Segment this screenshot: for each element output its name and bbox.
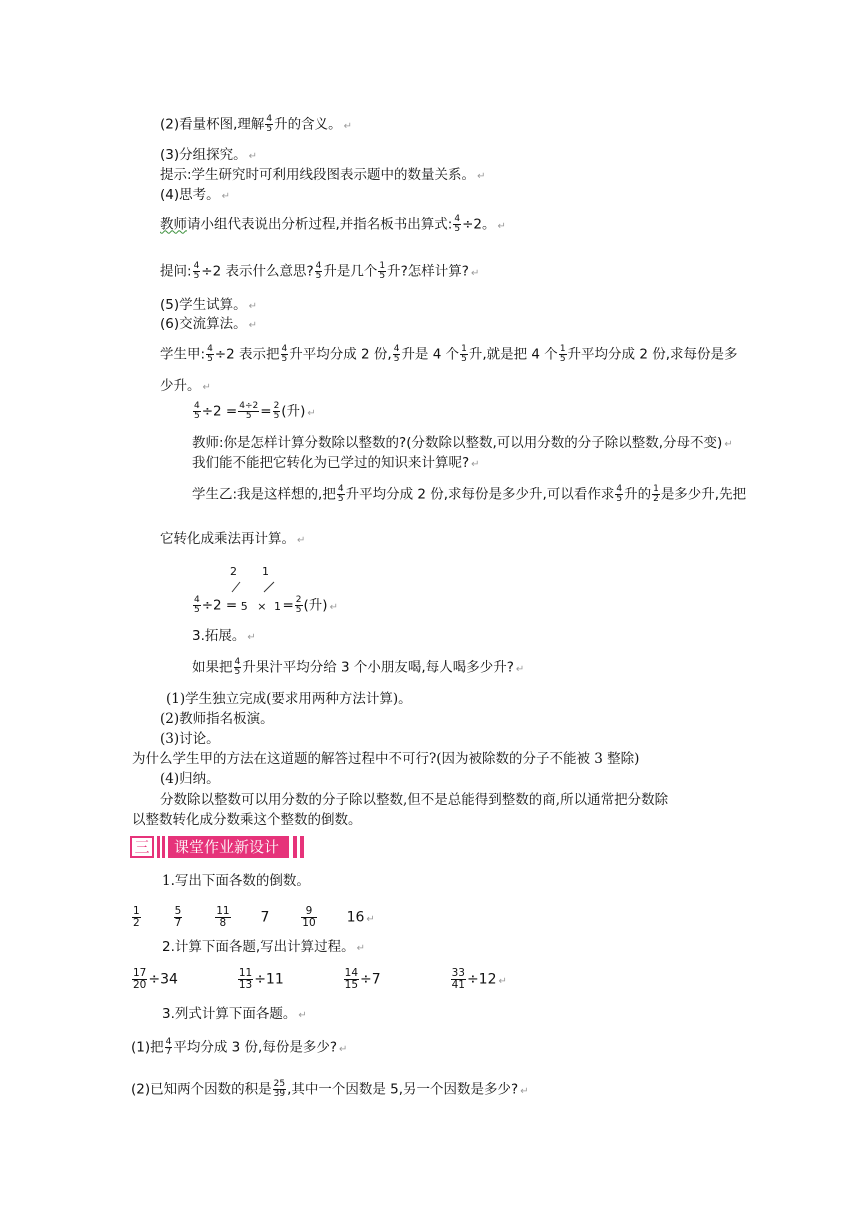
paragraph-mark: ↵ [520,1085,529,1097]
paragraph-mark: ↵ [221,191,231,202]
step-3-line: (3)分组探究。 ↵ [160,147,258,163]
extension-question: 如果把 $\frac{4}{5}$ 升果汁平均分给 3 个小朋友喝,每人喝多少升? ↵ [192,657,525,677]
fraction-1-5: $\frac{1}{5}$ [461,344,467,364]
paragraph-mark: ↵ [248,301,258,312]
text: (2)看量杯图,理解 [160,116,265,133]
extension-heading: 3.拓展。 ↵ [192,628,256,644]
fraction-4-5: $\frac{4}{5}$ [207,344,213,364]
fraction-4-5: $\frac{4}{5}$ [315,261,322,281]
summary-line-2: 以整数转化成分数乘这个整数的倒数。 [132,812,362,828]
fraction-4-5: $\frac{4}{5}$ [234,657,241,677]
exercise-2-heading: 2.计算下面各题,写出计算过程。 ↵ [162,939,366,955]
fraction-11-13: $\frac{11}{13}$ [238,967,253,991]
section-bar [300,836,304,858]
paragraph-mark: ↵ [298,1010,307,1021]
paragraph-mark: ↵ [248,320,258,331]
step-2-line [160,115,352,136]
fraction-1-5: $\frac{1}{5}$ [559,344,566,364]
fraction-5-7: $\frac{5}{7}$ [174,905,182,929]
fraction-4-5: $\frac{4}{5}$ [194,401,200,421]
section-heading [130,836,304,858]
text: 升的含义。 [274,116,342,133]
fraction-9-10: $\frac{9}{10}$ [302,905,316,929]
fraction-2-5: $\frac{2}{5}$ [273,401,280,421]
paragraph-mark: ↵ [497,220,506,232]
exercise-3-heading: 3.列式计算下面各题。 ↵ [162,1006,307,1022]
paragraph-mark: ↵ [247,632,256,643]
fraction-33-41: $\frac{33}{41}$ [451,967,465,991]
number-7: 7 [260,909,270,926]
teacher-question-line: 教师:你是怎样计算分数除以整数的?(分数除以整数,可以用分数的分子除以整数,分母不变) ↵ [192,435,733,451]
fraction-4-5: $\frac{4}{5}$ [616,484,623,504]
discussion-line: 为什么学生甲的方法在这道题的解答过程中不可行?(因为被除数的分子不能被 3 整除) [132,751,640,767]
exercise-1-heading: 1.写出下面各数的倒数。 [162,873,310,889]
exercise-3-2: (2)已知两个因数的积是 $\frac{25}{39}$ ,其中一个因数是 5,另一个因数是多少? ↵ [131,1079,529,1099]
item-2-line: (2)教师指名板演。 [160,711,274,727]
step-5-line: (5)学生试算。 ↵ [160,297,258,313]
paragraph-mark: ↵ [724,439,733,450]
fraction-4div2-5: $\frac{4\div 2}{5}$ [239,401,259,421]
teacher-board-line: 教师请小组代表说出分析过程,并指名板书出算式: $\frac{4}{5}$ ÷2。 ↵ [160,214,506,234]
exercise-1-items [131,906,375,929]
student-a-line-2: 少升。 ↵ [160,378,211,394]
strike-right [264,582,274,592]
fraction-25-39: $\frac{25}{39}$ [273,1079,286,1099]
fraction-14-15: $\frac{14}{15}$ [344,967,359,991]
fraction-4-5: $\frac{4}{5}$ [337,484,344,504]
section-title: 课堂作业新设计 [168,836,289,858]
paragraph-mark: ↵ [343,120,353,132]
fraction-17-20: $\frac{17}{20}$ [133,967,147,991]
paragraph-mark: ↵ [366,913,375,925]
fraction-4-5: $\frac{4}{5}$ [266,114,273,134]
section-number: 三 [130,836,154,858]
student-b-line-2: 它转化成乘法再计算。 ↵ [160,531,306,547]
paragraph-mark: ↵ [307,407,316,419]
fraction-1-2: $\frac{1}{2}$ [133,905,140,929]
paragraph-mark: ↵ [356,943,366,954]
paragraph-mark: ↵ [515,663,525,675]
fraction-1-5: $\frac{1}{5}$ [379,261,386,281]
step-6-line: (6)交流算法。 ↵ [160,316,258,332]
item-3-line: (3)讨论。 [160,731,220,747]
stack-denominator: 1 [273,599,281,613]
times-sign: × [257,599,267,613]
equation-a: $\frac{4}{5}$ ÷2 = $\frac{4\div 2}{5}$ = $\frac{2}{5}$ (升) ↵ [194,401,316,421]
paragraph-mark: ↵ [202,382,211,393]
summary-line: 分数除以整数可以用分数的分子除以整数,但不是总能得到整数的商,所以通常把分数除 [160,792,669,808]
paragraph-mark: ↵ [470,267,480,279]
equation-b: $\frac{4}{5}$ ÷2 = 5 × 1 = $\frac{2}{5}$ (升) ↵ [194,595,338,615]
fraction-11-8: $\frac{11}{8}$ [216,905,230,929]
paragraph-mark: ↵ [477,171,486,182]
question-line: 提问: $\frac{4}{5}$ ÷2 表示什么意思? $\frac{4}{5}$ 升是几个 $\frac{1}{5}$ 升?怎样计算? ↵ [160,261,480,281]
item-1-line: (1)学生独立完成(要求用两种方法计算)。 [166,691,412,707]
strike-left [232,582,240,592]
exercise-2-items: $\frac{17}{20}$ ÷34 $\frac{11}{13}$ ÷11 $\frac{14}{15}$ ÷7 $\frac{33}{41}$ ÷12 ↵ [133,967,507,991]
cancel-top-left: 2 [230,565,237,578]
cancel-strokes [226,578,286,598]
teacher-question-line-2: 我们能不能把它转化为已学过的知识来计算呢? ↵ [192,455,480,471]
paragraph-mark: ↵ [248,151,258,162]
step-4-line: (4)思考。 ↵ [160,187,231,203]
item-4-line: (4)归纳。 [160,771,220,787]
paragraph-mark: ↵ [297,535,306,546]
cancel-top-right: 1 [262,565,269,578]
fraction-2-5: $\frac{2}{5}$ [295,595,302,615]
teacher-word: 教师 [160,216,187,233]
exercise-3-1: (1)把 $\frac{4}{7}$ 平均分成 3 份,每份是多少? ↵ [131,1037,348,1057]
section-bar [157,836,160,858]
fraction-4-7: $\frac{4}{7}$ [165,1037,172,1057]
fraction-4-5: $\frac{4}{5}$ [454,214,461,234]
number-16: 16 [346,909,365,926]
student-a-line: 学生甲: $\frac{4}{5}$ ÷2 表示把 $\frac{4}{5}$ 升平均分成 2 份, $\frac{4}{5}$ 升是 4 个 $\frac{1}{5}$ 升,就是把 4 个 $\frac{1}{5}$ 升平均分成 2 份,求每份是多 [160,344,738,364]
fraction-1-2: $\frac{1}{2}$ [653,484,659,504]
section-bar [162,836,165,858]
fraction-4-5: $\frac{4}{5}$ [194,595,200,615]
fraction-4-5: $\frac{4}{5}$ [281,344,288,364]
section-bar [293,836,297,858]
paragraph-mark: ↵ [471,459,480,470]
paragraph-mark: ↵ [329,601,338,613]
hint-line: 提示:学生研究时可利用线段图表示题中的数量关系。 ↵ [160,167,486,183]
fraction-4-5: $\frac{4}{5}$ [393,344,400,364]
stack-denominator: 5 [240,599,248,613]
paragraph-mark: ↵ [498,975,507,987]
fraction-4-5: $\frac{4}{5}$ [193,261,200,281]
student-b-line: 学生乙:我是这样想的,把 $\frac{4}{5}$ 升平均分成 2 份,求每份是多少升,可以看作求 $\frac{4}{5}$ 升的 $\frac{1}{2}$ 是多少升,先把 [192,484,747,504]
paragraph-mark: ↵ [339,1043,348,1055]
